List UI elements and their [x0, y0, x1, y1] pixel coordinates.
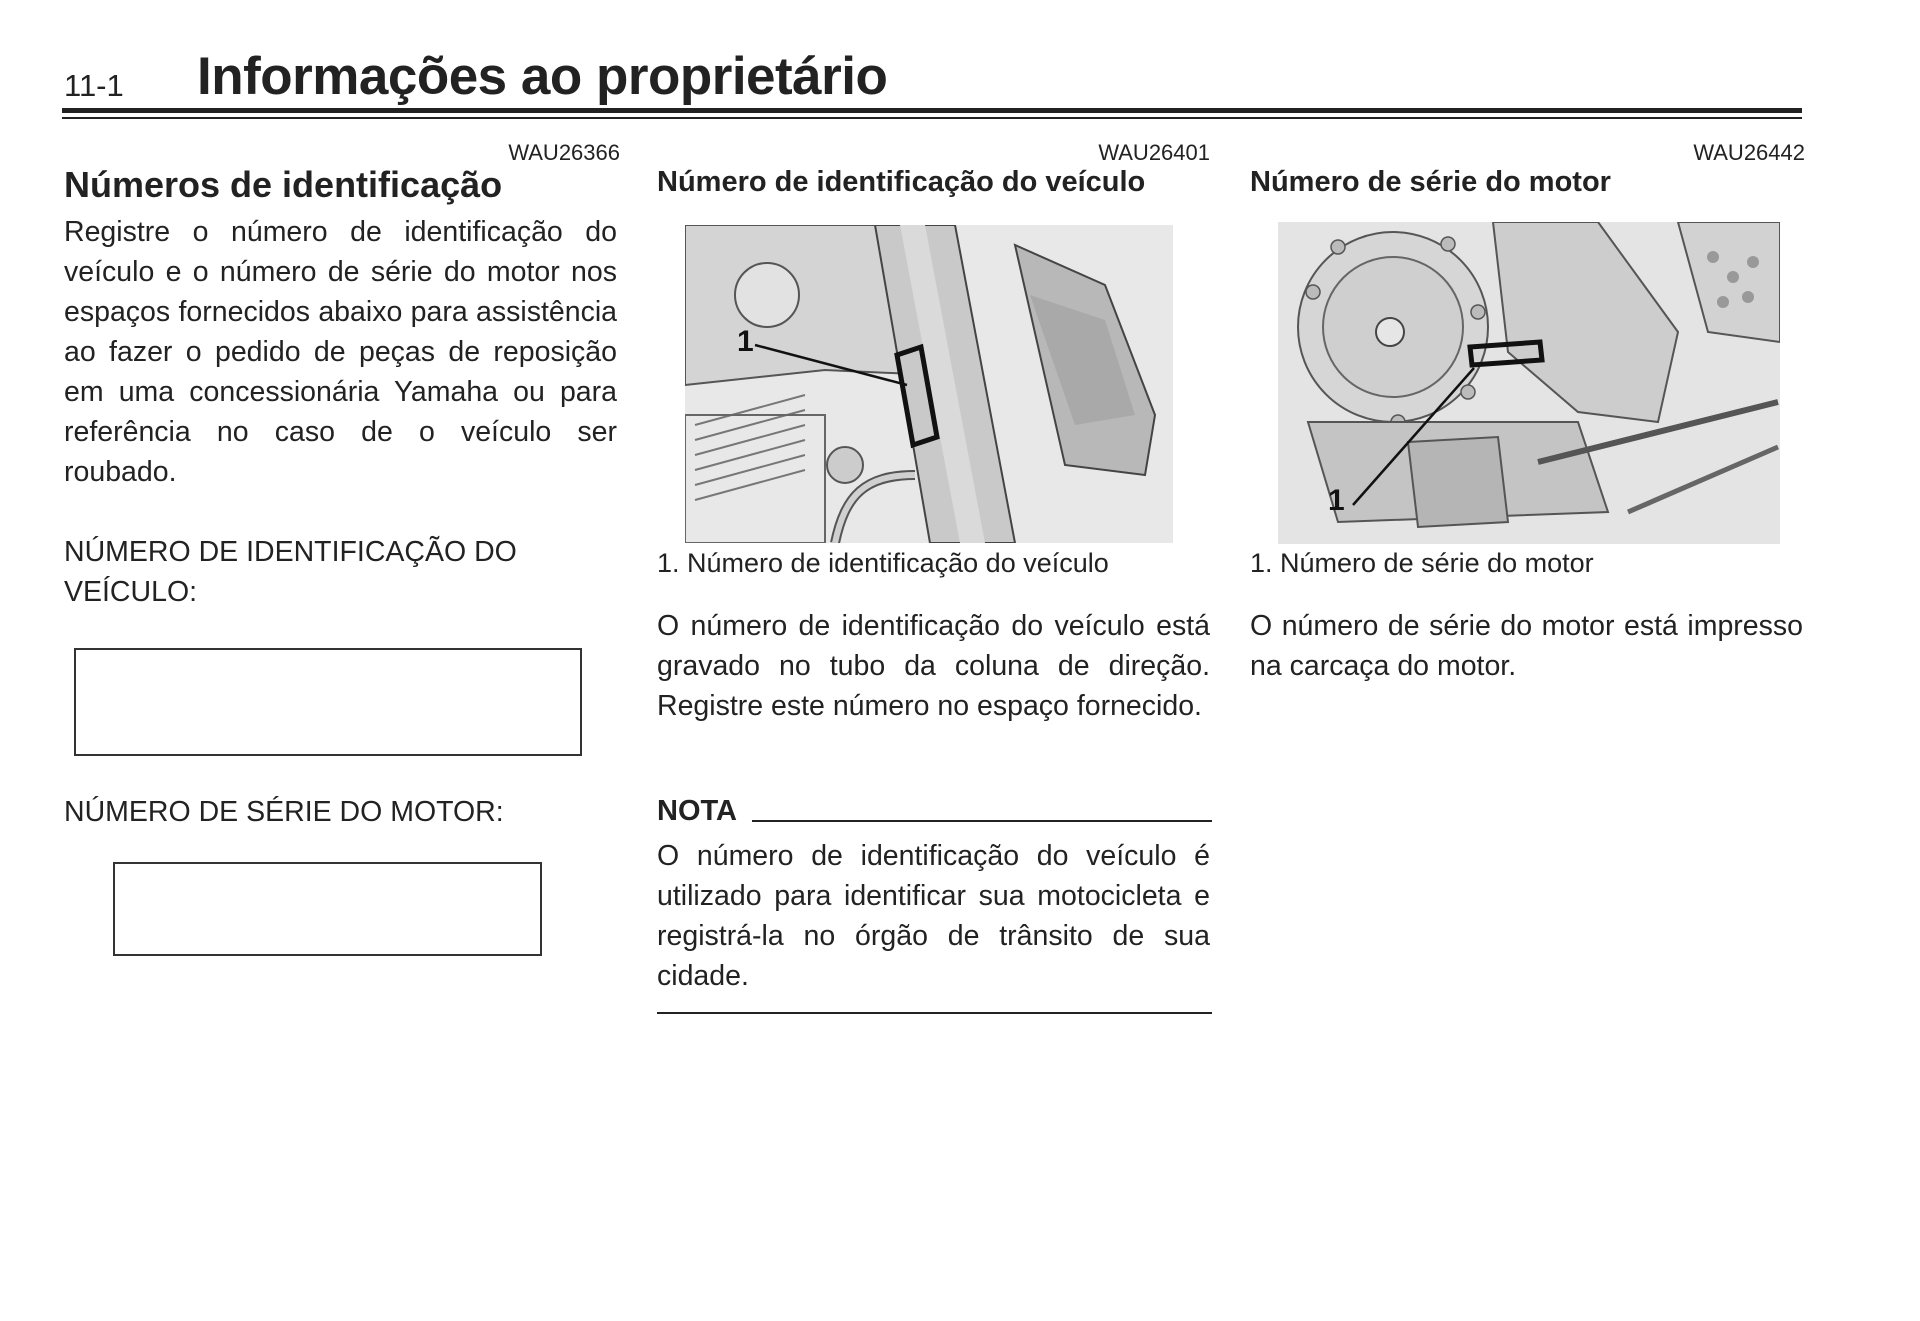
- section-code: WAU26442: [1693, 140, 1805, 165]
- page-title: Informações ao proprietário: [197, 47, 888, 106]
- vin-figure-illustration: [685, 225, 1173, 543]
- note-top-rule: [752, 820, 1212, 822]
- vin-label: NÚMERO DE IDENTIFICAÇÃO DO VEÍCULO:: [64, 536, 517, 608]
- intro-paragraph: Registre o número de identificação do veículo e o número de série do motor nos espaços fornecidos abaixo para assistência ao fazer o pedido de peças de reposição em uma concessionária Yamaha ou para referência no caso de o veículo ser roubado.: [64, 216, 617, 488]
- section-heading: Número de identificação do veículo: [657, 166, 1146, 198]
- figure-caption: 1. Número de série do motor: [1250, 548, 1594, 578]
- vin-location-figure: [685, 225, 1173, 543]
- figure-caption: 1. Número de identificação do veículo: [657, 548, 1109, 578]
- engine-figure-illustration: [1278, 222, 1780, 544]
- vin-callout-number: 1: [737, 325, 754, 358]
- section-code: WAU26366: [508, 140, 620, 165]
- section-code: WAU26401: [1098, 140, 1210, 165]
- page-number: 11-1: [64, 68, 124, 103]
- engine-callout-number: 1: [1328, 484, 1345, 517]
- engine-serial-label: NÚMERO DE SÉRIE DO MOTOR:: [64, 796, 504, 828]
- engine-serial-location-figure: [1278, 222, 1780, 544]
- header-rule-thin: [62, 117, 1802, 119]
- vin-entry-box[interactable]: [74, 648, 582, 756]
- note-label: NOTA: [657, 795, 738, 827]
- section-heading: Número de série do motor: [1250, 166, 1611, 198]
- note-bottom-rule: [657, 1012, 1212, 1014]
- engine-serial-paragraph: O número de série do motor está impresso na carcaça do motor.: [1250, 610, 1803, 682]
- engine-serial-entry-box[interactable]: [113, 862, 542, 956]
- note-text: O número de identificação do veículo é utilizado para identificar sua motocicleta e registrá-la no órgão de trânsito de sua cidade.: [657, 840, 1210, 992]
- vin-paragraph: O número de identificação do veículo está gravado no tubo da coluna de direção. Registre este número no espaço fornecido.: [657, 610, 1210, 722]
- header-rule-thick: [62, 108, 1802, 113]
- section-heading: Números de identificação: [64, 164, 503, 205]
